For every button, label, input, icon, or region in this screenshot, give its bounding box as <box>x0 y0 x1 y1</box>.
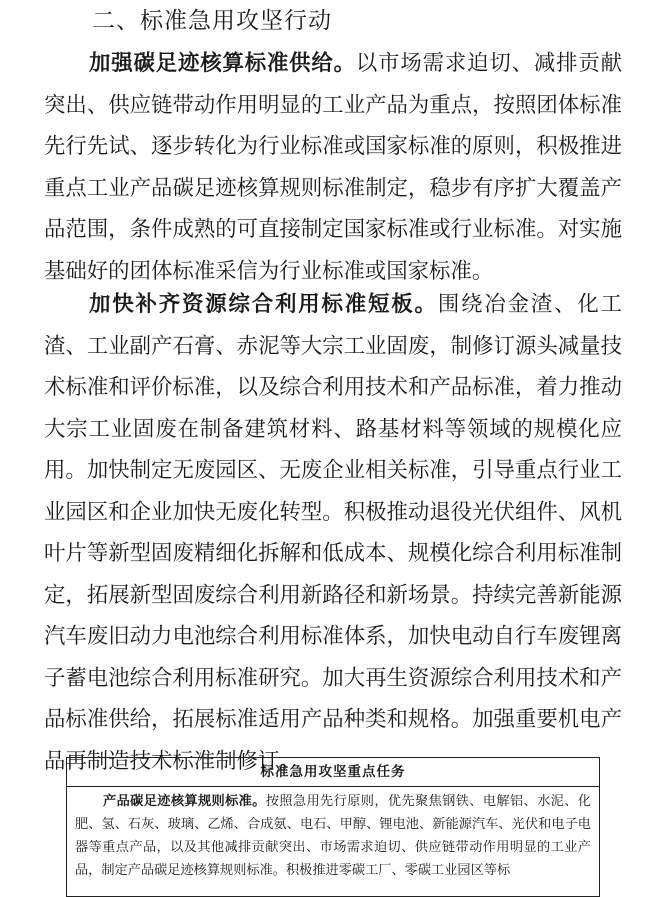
key-tasks-title: 标准急用攻坚重点任务 <box>67 758 599 787</box>
paragraph-body: 围绕冶金渣、化工渣、工业副产石膏、赤泥等大宗工业固废，制修订源头减量技术标准和评价标准，以及综合利用技术和产品标准，着力推动大宗工业固废在制备建筑材料、路基材料等领域的规模化应用。加快制定无废园区、无废企业相关标准，引导重点行业工业园区和企业加快无废化转型。积极推动退役光伏组件、风机叶片等新型固废精细化拆解和低成本、规模化综合利用标准制定，拓展新型固废综合利用新路径和新场景。持续完善新能源汽车废旧动力电池综合利用标准体系，加快电动自行车废锂离子蓄电池综合利用标准研究。加大再生资源综合利用技术和产品标准供给，拓展标准适用产品种类和规格。加强重要机电产品再制造技术标准制修订。 <box>44 292 622 774</box>
paragraph <box>44 284 622 782</box>
paragraph-lead: 加快补齐资源综合利用标准短板。 <box>89 292 438 317</box>
section-heading: 二、标准急用攻坚行动 <box>92 8 332 34</box>
key-tasks-text: 按照急用先行原则，优先聚焦钢铁、电解铝、水泥、化肥、氢、石灰、玻璃、乙烯、合成氨、电石、甲醇、锂电池、新能源汽车、光伏和电子电器等重点产品，以及其他减排贡献突出、市场需求迫切、供应链带动作用明显的工业产品，制定产品碳足迹核算规则标准。积极推进零碳工厂、零碳工业园区等标 <box>75 794 592 878</box>
paragraph-lead: 加强碳足迹核算标准供给。 <box>89 51 356 76</box>
paragraph-body: 以市场需求迫切、减排贡献突出、供应链带动作用明显的工业产品为重点，按照团体标准先行先试、逐步转化为行业标准或国家标准的原则，积极推进重点工业产品碳足迹核算规则标准制定，稳步有序扩大覆盖产品范围，条件成熟的可直接制定国家标准或行业标准。对实施基础好的团体标准采信为行业标准或国家标准。 <box>44 51 622 284</box>
key-tasks-box <box>66 757 600 897</box>
key-tasks-body <box>67 787 599 882</box>
key-tasks-lead: 产品碳足迹核算规则标准。 <box>103 794 266 809</box>
paragraph <box>44 43 622 292</box>
